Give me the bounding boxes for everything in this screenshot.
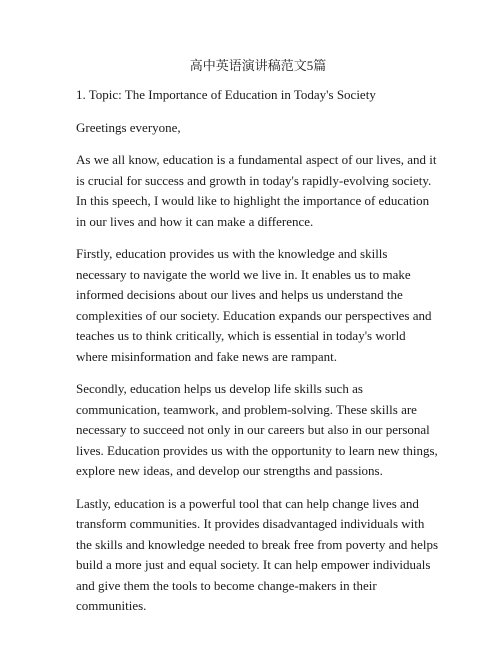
topic-heading: 1. Topic: The Importance of Education in Today's Society (76, 87, 376, 102)
firstly-paragraph: Firstly, education provides us with the knowledge and skills necessary to navigate the world we live in. It enables us to make informed decisions about our lives and helps us understand the complexities of our society. Education expands our perspectives and teaches us to think critically, which is essential in today's world where misinformation and fake news are rampant. (76, 246, 432, 364)
secondly-paragraph: Secondly, education helps us develop life skills such as communication, teamwork, and problem-solving. These skills are necessary to succeed not only in our careers but also in our personal lives. Education provides us with the opportunity to learn new things, explore new ideas, and develop our strengths and passions. (76, 381, 438, 478)
intro-paragraph: As we all know, education is a fundamental aspect of our lives, and it is crucial for success and growth in today's rapidly-evolving society. In this speech, I would like to highlight the importance of education in our lives and how it can make a difference. (76, 152, 437, 229)
document-title: 高中英语演讲稿范文5篇 (189, 58, 327, 73)
document-page (76, 56, 440, 629)
lastly-paragraph: Lastly, education is a powerful tool that can help change lives and transform communities. It provides disadvantaged individuals with the skills and knowledge needed to break free from poverty and helps build a more just and equal society. It can help empower individuals and give them the tools to become change-makers in their communities. (76, 495, 439, 613)
greeting-paragraph: Greetings everyone, (76, 119, 181, 135)
